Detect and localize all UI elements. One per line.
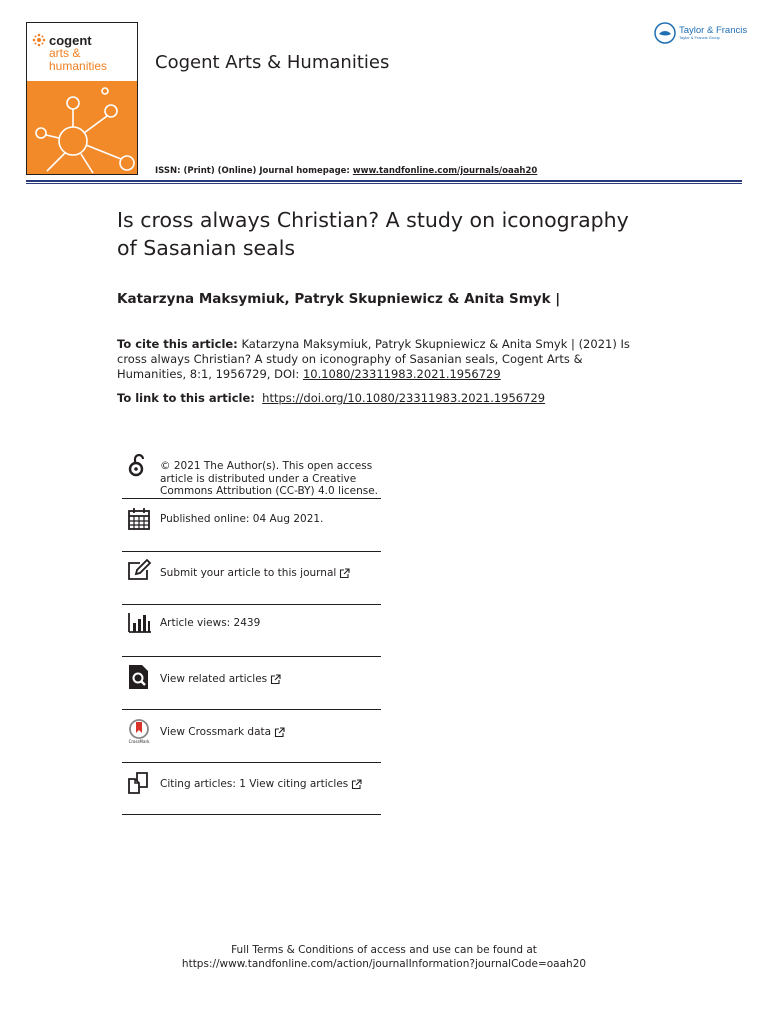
publisher-text (679, 26, 747, 41)
open-access-icon (126, 452, 152, 478)
divider (122, 551, 381, 552)
article-title (117, 206, 677, 262)
cite-text: Katarzyna Maksymiuk, Patryk Skupniewicz & Anita Smyk | (2021) Is cross always Christian? A study on iconography of Sasanian seals, Cogent Arts & Humanities, 8:1, 1956729, DOI: (117, 337, 630, 381)
cover-logo-text: cogent (49, 32, 92, 48)
molecule-illustration-icon (27, 81, 138, 175)
footer-terms-url[interactable]: https://www.tandfonline.com/action/journalInformation?journalCode=oaah20 (181, 958, 587, 970)
article-title-line1: Is cross always Christian? A study on iconography (117, 208, 629, 232)
license-line3: Commons Attribution (CC-BY) 4.0 license. (160, 485, 379, 497)
cover-top (27, 23, 137, 81)
citing-articles-icon (126, 770, 152, 796)
link-label: To link to this article: (117, 391, 255, 405)
publisher-logo (654, 22, 747, 44)
crossmark-icon-text: CrossMark (128, 739, 150, 744)
external-link-icon (351, 779, 362, 790)
license-text (160, 460, 378, 498)
journal-homepage-link[interactable]: www.tandfonline.com/journals/oaah20 (352, 166, 538, 176)
header-rule-thick (26, 180, 742, 182)
search-document-icon (126, 664, 152, 690)
published-date: Published online: 04 Aug 2021. (160, 513, 324, 525)
cite-label: To cite this article: (117, 337, 238, 351)
publisher-group: Taylor & Francis Group (679, 35, 720, 41)
submit-article-link[interactable] (160, 567, 350, 580)
article-authors: Katarzyna Maksymiuk, Patryk Skupniewicz & Anita Smyk | (117, 291, 561, 307)
cite-doi-link[interactable]: 10.1080/23311983.2021.1956729 (302, 367, 501, 381)
citing-articles-label: Citing articles: 1 View citing articles (160, 778, 349, 790)
bar-chart-icon (126, 610, 152, 636)
edit-icon (126, 558, 152, 584)
citing-articles-link[interactable] (160, 778, 362, 791)
divider (122, 814, 381, 815)
divider (122, 656, 381, 657)
header-rule-thin (26, 183, 742, 184)
footer-terms-line: Full Terms & Conditions of access and use can be found at (231, 944, 537, 956)
cover-subtitle-line1: arts & (49, 46, 81, 60)
external-link-icon (270, 674, 281, 685)
external-link-icon (274, 727, 285, 738)
divider (122, 762, 381, 763)
crossmark-icon (126, 718, 152, 744)
article-link-block (117, 391, 545, 405)
publisher-name: Taylor & Francis (679, 24, 748, 36)
citation-block (117, 337, 652, 382)
article-title-line2: of Sasanian seals (117, 236, 296, 260)
cogent-logo-icon (32, 33, 46, 47)
cover-logo (32, 33, 92, 47)
taylor-francis-logo-icon (654, 22, 676, 44)
submit-article-label: Submit your article to this journal (160, 567, 337, 579)
article-views: Article views: 2439 (160, 617, 261, 629)
external-link-icon (339, 568, 350, 579)
calendar-icon (126, 506, 152, 532)
related-articles-link[interactable] (160, 673, 281, 686)
journal-cover (26, 22, 138, 175)
journal-title: Cogent Arts & Humanities (155, 52, 390, 73)
license-line2: article is distributed under a Creative (160, 472, 357, 485)
issn-line (155, 166, 537, 176)
crossmark-link[interactable] (160, 726, 285, 739)
divider (122, 498, 381, 499)
related-articles-label: View related articles (160, 673, 268, 685)
issn-text: ISSN: (Print) (Online) Journal homepage: (155, 166, 353, 176)
article-doi-link[interactable]: https://doi.org/10.1080/23311983.2021.1956729 (262, 391, 546, 405)
cover-subtitle-line2: humanities (49, 59, 108, 73)
divider (122, 604, 381, 605)
crossmark-label: View Crossmark data (160, 726, 272, 738)
license-line1: © 2021 The Author(s). This open access (160, 460, 373, 472)
divider (122, 709, 381, 710)
cover-illustration (27, 81, 137, 175)
